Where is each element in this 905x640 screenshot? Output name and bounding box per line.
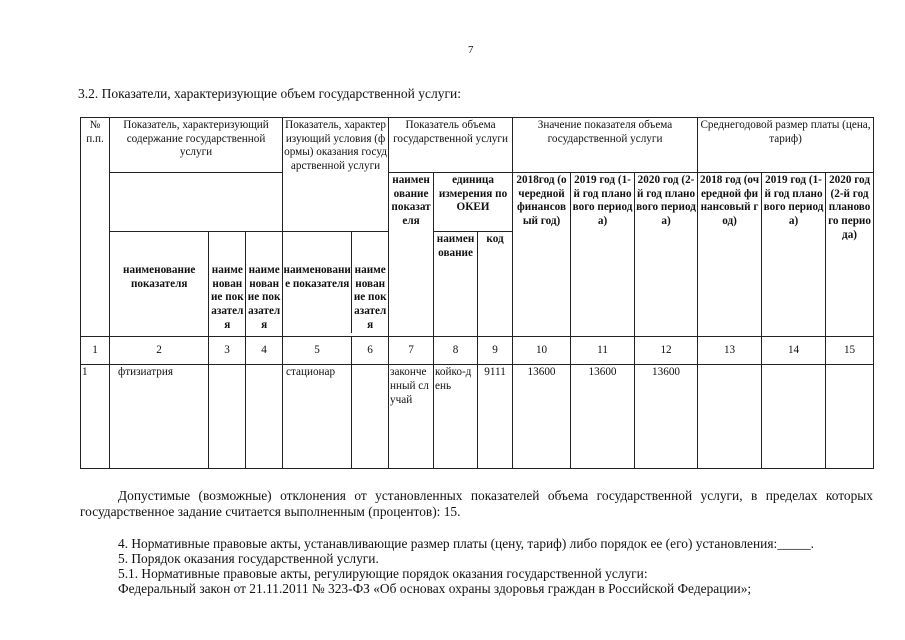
row-volume-name: законченный случай <box>389 365 434 469</box>
col-number: 15 <box>826 337 874 365</box>
col-number: 8 <box>434 337 478 365</box>
header-content-sub-1: наименование показателя <box>123 263 196 290</box>
procedure-acts-paragraph: 5.1. Нормативные правовые акты, регулирующие порядок оказания государственной услуги: <box>118 566 648 581</box>
row-content-1: фтизиатрия <box>110 365 209 469</box>
row-price-2020 <box>826 365 874 469</box>
header-cond-sub-1: наименование показателя <box>283 263 351 290</box>
header-volume-name: наименование показателя <box>389 172 434 337</box>
volume-indicators-table <box>80 117 874 469</box>
header-volume: Показатель объема государственной услуги <box>389 118 513 173</box>
col-number: 3 <box>209 337 246 365</box>
col-number: 7 <box>389 337 434 365</box>
section-heading: 3.2. Показатели, характеризующие объем государственной услуги: <box>78 86 461 101</box>
header-price-2020: 2020 год (2-й год планового периода) <box>826 172 874 337</box>
service-procedure-heading: 5. Порядок оказания государственной услуги. <box>118 551 379 566</box>
deviation-text: Допустимые (возможные) отклонения от установленных показателей объема государственной услуги, в пределах которых государственное задание считается выполненным (процентов): 15. <box>80 488 873 519</box>
header-content-sub-3: наименование показателя <box>245 232 282 337</box>
col-number: 6 <box>352 337 389 365</box>
header-cond-sub-2: наименование показателя <box>351 232 388 333</box>
row-unit-code: 9111 <box>478 365 513 469</box>
page-number: 7 <box>468 44 474 56</box>
header-conditions-spacer <box>283 231 389 337</box>
federal-law-paragraph: Федеральный закон от 21.11.2011 № 323-ФЗ «Об основах охраны здоровья граждан в Российской Федерации»; <box>118 581 752 596</box>
row-price-2018 <box>698 365 762 469</box>
header-content-sub-2: наименование показателя <box>208 232 245 337</box>
header-value-2018: 2018год (очередной финансовый год) <box>513 172 571 337</box>
header-content: Показатель, характеризующий содержание государственной услуги <box>110 118 283 173</box>
header-unit-name: наименование <box>434 231 478 337</box>
col-number: 9 <box>478 337 513 365</box>
header-unit: единица измерения по ОКЕИ <box>434 172 513 231</box>
row-cond-2 <box>352 365 389 469</box>
header-price-2018: 2018 год (очередной финансовый год) <box>698 172 762 337</box>
table-row <box>81 365 874 469</box>
header-value-2019: 2019 год (1-й год планового периода) <box>571 172 635 337</box>
header-price-2019: 2019 год (1-й год планового периода) <box>762 172 826 337</box>
col-number: 10 <box>513 337 571 365</box>
header-value-2020: 2020 год (2-й год планового периода) <box>635 172 698 337</box>
col-number: 12 <box>635 337 698 365</box>
header-price: Среднегодовой размер платы (цена, тариф) <box>698 118 874 173</box>
row-value-2020: 13600 <box>635 365 698 469</box>
row-content-3 <box>246 365 283 469</box>
col-number: 11 <box>571 337 635 365</box>
row-value-2018: 13600 <box>513 365 571 469</box>
header-value: Значение показателя объема государственной услуги <box>513 118 698 173</box>
row-num: 1 <box>81 365 110 469</box>
header-content-spacer <box>110 172 283 231</box>
col-number: 1 <box>81 337 110 365</box>
col-number: 2 <box>110 337 209 365</box>
col-number: 4 <box>246 337 283 365</box>
row-price-2019 <box>762 365 826 469</box>
row-value-2019: 13600 <box>571 365 635 469</box>
header-conditions: Показатель, характеризующий условия (формы) оказания государственной услуги <box>283 118 389 232</box>
payment-acts-paragraph: 4. Нормативные правовые акты, устанавливающие размер платы (цену, тариф) либо порядок ее (его) установления:_____. <box>118 536 815 551</box>
col-number: 5 <box>283 337 352 365</box>
header-content-subcols-upper <box>110 231 283 337</box>
deviation-paragraph <box>80 488 873 520</box>
col-number: 14 <box>762 337 826 365</box>
header-unit-code: код <box>478 231 513 337</box>
header-num: № п.п. <box>81 118 110 337</box>
row-unit-name: койко-день <box>434 365 478 469</box>
row-cond-1: стационар <box>283 365 352 469</box>
col-number: 13 <box>698 337 762 365</box>
row-content-2 <box>209 365 246 469</box>
